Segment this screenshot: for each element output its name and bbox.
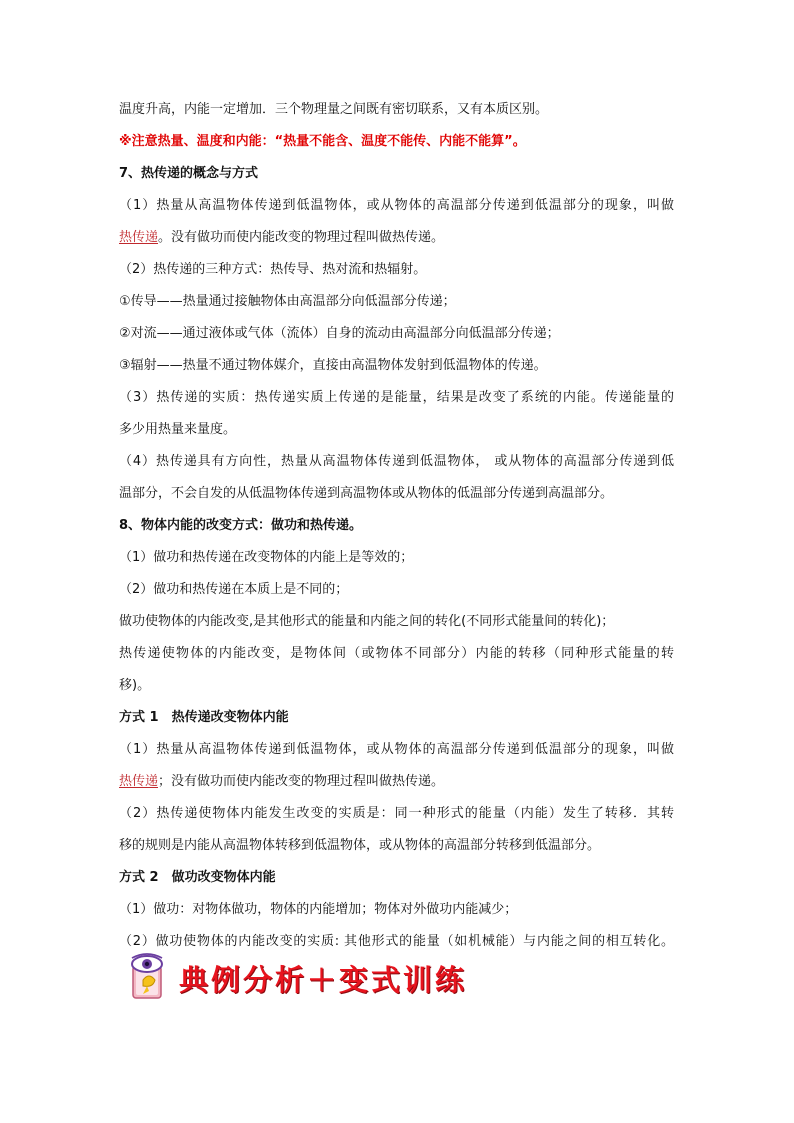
text-line: 移的规则是内能从高温物体转移到低温物体，或从物体的高温部分转移到低温部分。 <box>119 838 601 853</box>
scroll-eye-icon <box>127 952 175 1000</box>
text-line: （1）做功：对物体做功，物体的内能增加；物体对外做功内能减少； <box>119 902 518 917</box>
text-line: 温部分，不会自发的从低温物体传递到高温物体或从物体的低温部分传递到高温部分。 <box>119 486 614 501</box>
method-heading-2: 方式 2 做功改变物体内能 <box>119 870 276 885</box>
text-line: （4）热传递具有方向性，热量从高温物体传递到低温物体， 或从物体的高温部分传递到低 <box>119 454 674 469</box>
text-line: 移)。 <box>119 678 151 693</box>
text-line <box>119 774 444 790</box>
text-line: 温度升高，内能一定增加．三个物理量之间既有密切联系，又有本质区别。 <box>119 102 549 117</box>
text-line: ②对流——通过液体或气体（流体）自身的流动由高温部分向低温部分传递； <box>119 326 560 341</box>
text-line: （3）热传递的实质：热传递实质上传递的是能量，结果是改变了系统的内能。传递能量的 <box>119 390 674 405</box>
text-line: （2）热传递的三种方式：热传导、热对流和热辐射。 <box>119 262 427 277</box>
text-line: （2）热传递使物体内能发生改变的实质是：同一种形式的能量（内能）发生了转移．其转 <box>119 806 674 821</box>
text-fragment: ；没有做功而使内能改变的物理过程叫做热传递。 <box>158 774 445 789</box>
text-line: 热传递使物体的内能改变，是物体间（或物体不同部分）内能的转移（同种形式能量的转 <box>119 646 674 661</box>
text-line: （1）热量从高温物体传递到低温物体，或从物体的高温部分传递到低温部分的现象，叫做 <box>119 742 674 757</box>
example-analysis-banner <box>127 952 467 1000</box>
section-heading-8: 8、物体内能的改变方式：做功和热传递。 <box>119 518 363 533</box>
term-link-heat-transfer[interactable]: 热传递 <box>119 774 159 789</box>
text-line: （2）做功和热传递在本质上是不同的； <box>119 582 349 597</box>
text-line <box>119 230 444 246</box>
section-heading-7: 7、热传递的概念与方式 <box>119 166 259 181</box>
banner-title: 典例分析＋变式训练 <box>179 963 468 997</box>
warning-note: ※注意热量、温度和内能：“热量不能含、温度不能传、内能不能算”。 <box>119 134 526 149</box>
text-fragment: 。没有做功而使内能改变的物理过程叫做热传递。 <box>158 230 445 245</box>
text-line: （1）做功和热传递在改变物体的内能上是等效的； <box>119 550 414 565</box>
text-line: 做功使物体的内能改变,是其他形式的能量和内能之间的转化(不同形式能量间的转化)； <box>119 614 615 629</box>
text-line: （1）热量从高温物体传递到低温物体，或从物体的高温部分传递到低温部分的现象，叫做 <box>119 198 674 213</box>
text-line: 多少用热量来量度。 <box>119 422 237 437</box>
text-line: ①传导——热量通过接触物体由高温部分向低温部分传递； <box>119 294 456 309</box>
text-line: ③辐射——热量不通过物体媒介，直接由高温物体发射到低温物体的传递。 <box>119 358 547 373</box>
term-link-heat-transfer[interactable]: 热传递 <box>119 230 159 245</box>
method-heading-1: 方式 1 热传递改变物体内能 <box>119 710 289 725</box>
text-line: （2）做功使物体的内能改变的实质: 其他形式的能量（如机械能）与内能之间的相互转化。 <box>119 934 674 949</box>
